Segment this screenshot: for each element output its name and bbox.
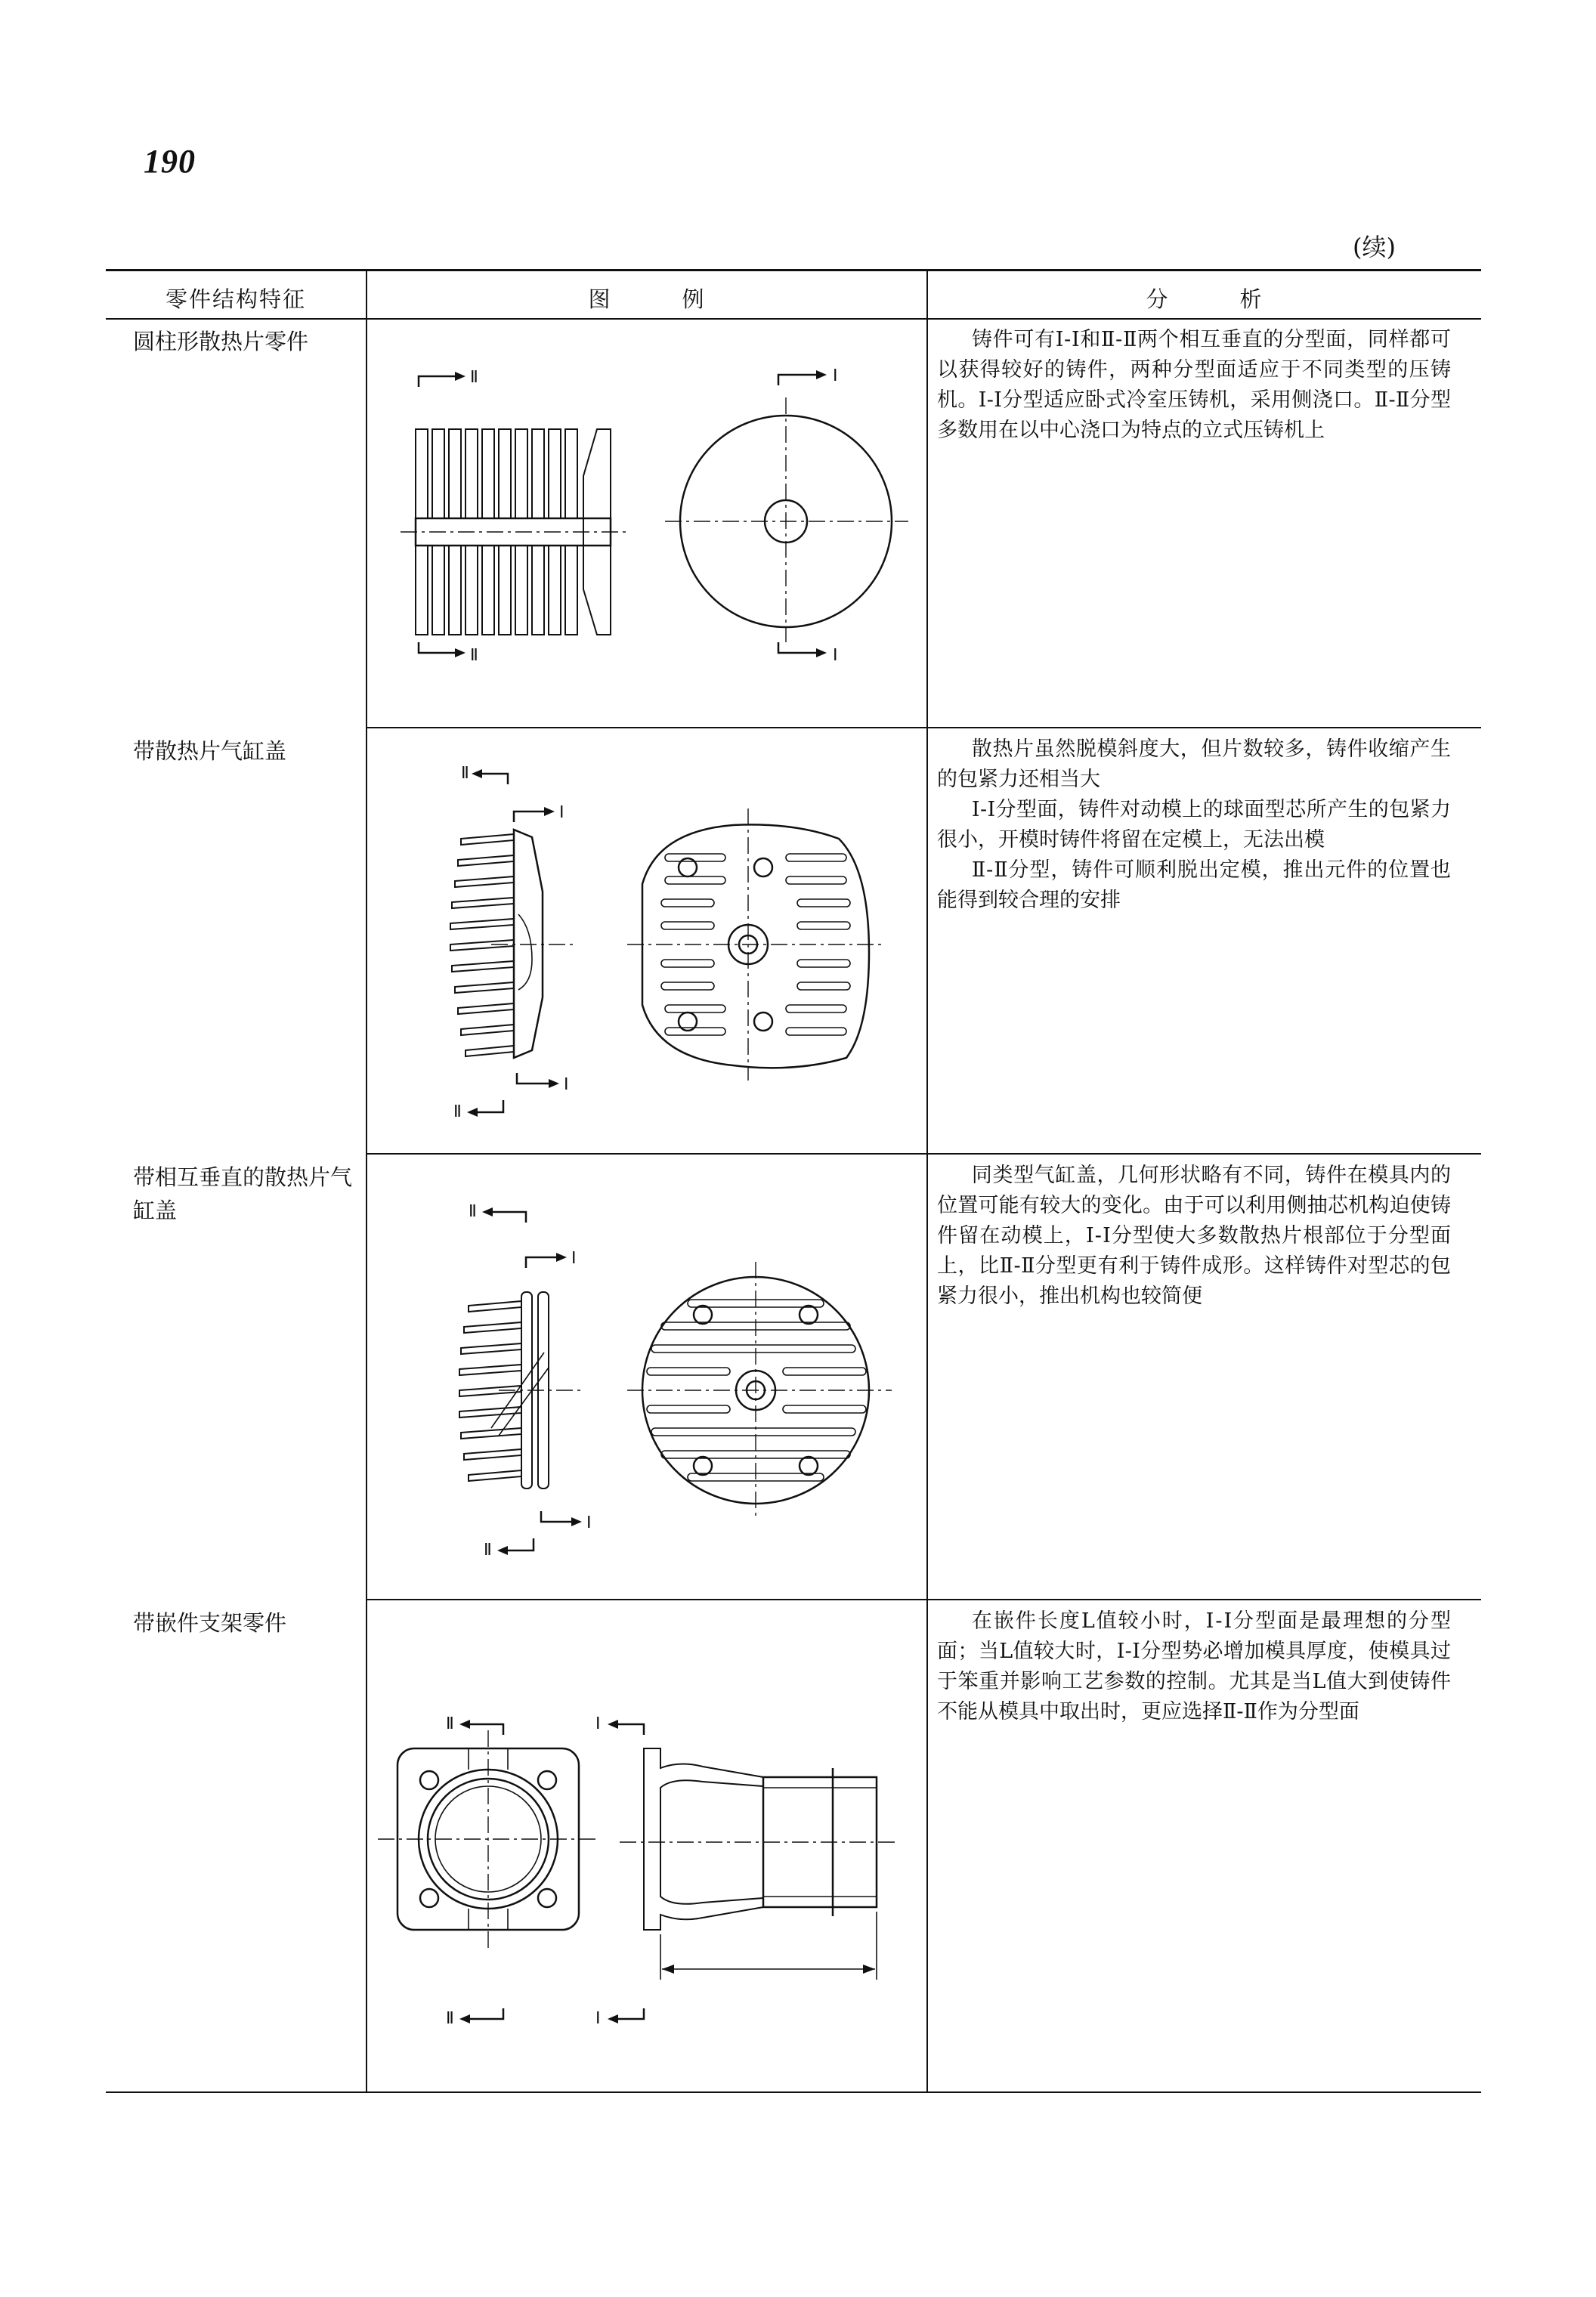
bolt-hole: [800, 1306, 818, 1324]
bolt-hole: [538, 1889, 556, 1907]
bolt-hole: [420, 1889, 438, 1907]
bolt-hole: [754, 1012, 772, 1031]
section-label: Ⅱ: [461, 763, 469, 782]
bolt-hole: [754, 858, 772, 876]
section-label: Ⅰ: [571, 1248, 577, 1267]
section-label: Ⅰ: [833, 366, 838, 385]
section-label: Ⅰ: [833, 645, 838, 664]
section-label: Ⅰ: [559, 802, 564, 821]
header-figure: 图 例: [588, 286, 706, 312]
section-label: Ⅱ: [484, 1540, 492, 1559]
analysis-paragraph: 散热片虽然脱模斜度大，但片数较多，铸件收缩产生的包紧力还相当大: [937, 737, 1451, 791]
analysis-paragraph: Ⅰ-Ⅰ分型面，铸件对动模上的球面型芯所产生的包紧力很小，开模时铸件将留在定模上，无法出模: [937, 798, 1451, 852]
table-top-rule: [106, 269, 1481, 271]
analysis-paragraph: 在嵌件长度L值较小时，Ⅰ-Ⅰ分型面是最理想的分型面；当L值较大时，Ⅰ-Ⅰ分型势必增加模具厚度，使模具过于笨重并影响工艺参数的控制。尤其是当L值大到使铸件不能从模具中取出时，更应选择Ⅱ-Ⅱ作为分型面: [937, 1609, 1451, 1724]
section-label: Ⅱ: [469, 1201, 477, 1220]
bolt-hole: [694, 1306, 712, 1324]
row-4-analysis: [937, 1606, 1451, 1727]
row-4-feature: 带嵌件支架零件: [133, 1610, 287, 1636]
row-3-analysis: [937, 1161, 1451, 1312]
row-4-figure-insert-bracket: [370, 1693, 922, 2048]
table-bottom-rule: [106, 2091, 1481, 2093]
row-3-feature: 带相互垂直的散热片气缸盖: [133, 1164, 353, 1223]
section-label: Ⅰ: [595, 2008, 601, 2027]
row-2-figure-cylinder-head: [370, 740, 922, 1148]
row-divider: [367, 727, 1481, 728]
section-label: Ⅱ: [453, 1102, 462, 1121]
cooling-fins: [450, 834, 514, 1056]
header-feature: 零件结构特征: [165, 286, 306, 312]
cooling-fins: [459, 1301, 521, 1481]
section-label: Ⅱ: [446, 1714, 454, 1733]
header-bottom-rule: [106, 318, 1481, 320]
bolt-hole: [538, 1771, 556, 1789]
header-analysis: 分 析: [1146, 286, 1264, 312]
row-1-feature: 圆柱形散热片零件: [133, 329, 309, 354]
section-label: Ⅱ: [470, 367, 478, 386]
section-label: Ⅱ: [470, 645, 478, 664]
section-label: Ⅰ: [595, 1714, 601, 1733]
row-divider: [367, 1599, 1481, 1600]
row-1-analysis: [937, 325, 1451, 446]
section-label: Ⅱ: [446, 2008, 454, 2027]
bracket-section: [644, 1748, 763, 1930]
continued-label: (续): [1353, 233, 1396, 261]
column-divider: [926, 269, 928, 2093]
analysis-paragraph: 同类型气缸盖，几何形状略有不同，铸件在模具内的位置可能有较大的变化。由于可以利用侧抽芯机构迫使铸件留在动模上，Ⅰ-Ⅰ分型使大多数散热片根部位于分型面上，比Ⅱ-Ⅱ分型更有利于铸件成形。这样铸件对型芯的包紧力很小，推出机构也较简便: [937, 1164, 1451, 1308]
section-label: Ⅰ: [586, 1513, 592, 1532]
section-label: Ⅰ: [564, 1074, 569, 1093]
analysis-paragraph: Ⅱ-Ⅱ分型，铸件可顺利脱出定模，推出元件的位置也能得到较合理的安排: [937, 858, 1451, 912]
row-2-analysis: [937, 734, 1451, 916]
row-2-feature: 带散热片气缸盖: [133, 738, 287, 764]
column-divider: [366, 269, 367, 2093]
row-3-figure-perpendicular-fin-cylinder-head: [370, 1179, 922, 1587]
bolt-hole: [694, 1457, 712, 1475]
row-1-figure-cylindrical-heatsink: [370, 325, 922, 718]
bolt-hole: [800, 1457, 818, 1475]
page-number: 190: [144, 143, 196, 180]
analysis-paragraph: 铸件可有Ⅰ-Ⅰ和Ⅱ-Ⅱ两个相互垂直的分型面，同样都可以获得较好的铸件，两种分型面适应于不同类型的压铸机。Ⅰ-Ⅰ分型适应卧式冷室压铸机，采用侧浇口。Ⅱ-Ⅱ分型多数用在以中心浇口为特点的立式压铸机上: [937, 328, 1451, 442]
bolt-hole: [420, 1771, 438, 1789]
row-divider: [367, 1153, 1481, 1155]
